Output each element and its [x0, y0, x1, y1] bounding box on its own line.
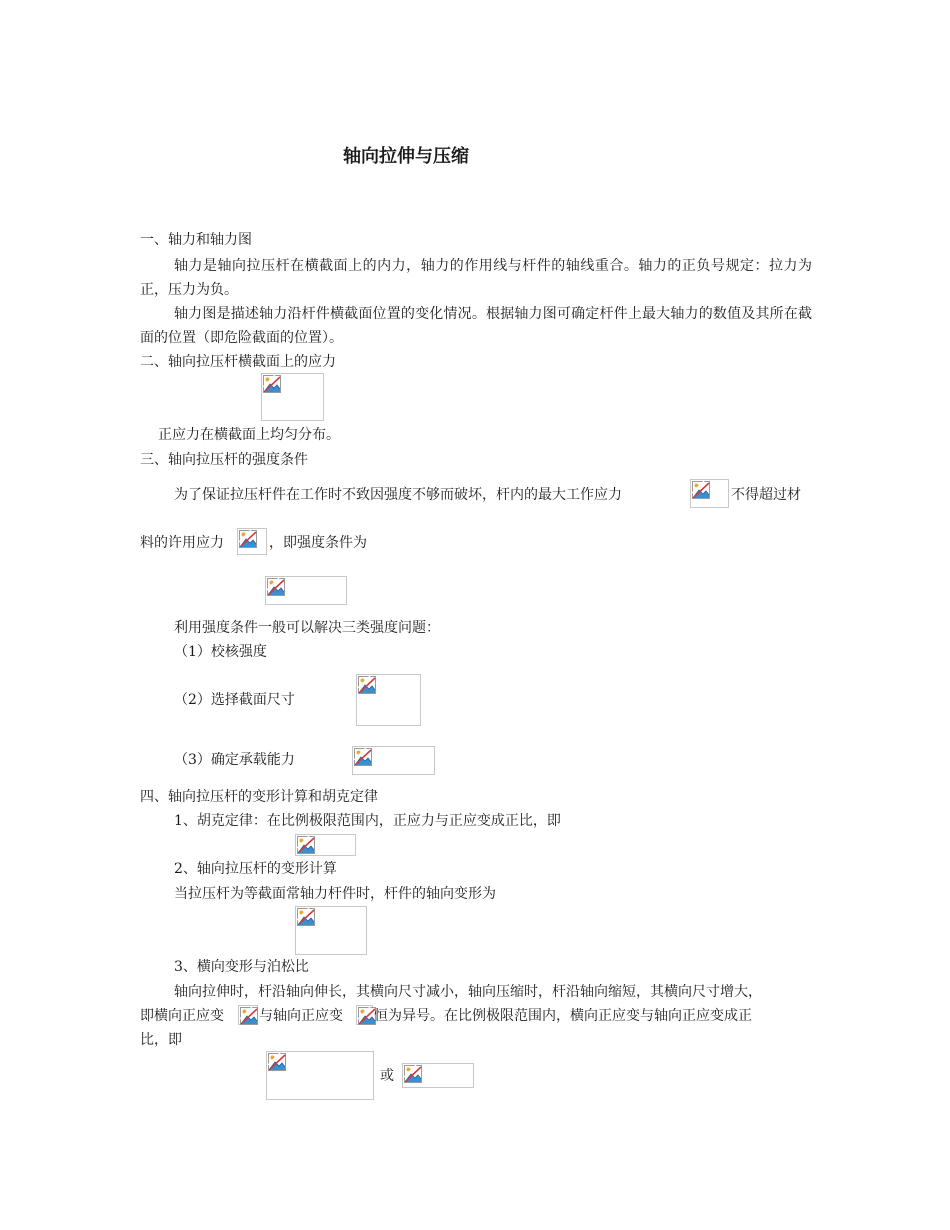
formula-image-strength-condition: [265, 576, 347, 605]
page-title: 轴向拉伸与压缩: [343, 146, 469, 167]
deformation-text: 当拉压杆为等截面常轴力杆件时，杆件的轴向变形为: [174, 886, 496, 902]
formula-image-section-size: [356, 674, 421, 726]
formula-image-axial-deformation: [295, 906, 367, 955]
formula-image-allowable-stress: [237, 528, 267, 555]
section-heading-1: 一、轴力和轴力图: [140, 232, 252, 248]
section-heading-3: 三、轴向拉压杆的强度条件: [140, 452, 308, 468]
section-heading-4: 四、轴向拉压杆的变形计算和胡克定律: [140, 789, 378, 805]
stress-distribution-note: 正应力在横截面上均匀分布。: [158, 427, 340, 443]
paragraph-axial-force: 轴力是轴向拉压杆在横截面上的内力，轴力的作用线与杆件的轴线重合。轴力的正负号规定：拉力为正，压力为负。: [140, 258, 812, 298]
formula-image-poisson-relation: [402, 1063, 474, 1088]
formula-image-load-capacity: [352, 746, 435, 775]
or-conjunction: 或: [380, 1068, 394, 1084]
broken-image-icon: [267, 578, 285, 596]
formula-image-max-stress: [690, 479, 729, 508]
broken-image-icon: [268, 1053, 286, 1071]
strength-text-a: 为了保证拉压杆件在工作时不致因强度不够而破坏，杆内的最大工作应力: [174, 487, 622, 503]
broken-image-icon: [297, 908, 315, 926]
poisson-text-line-3: 比，即: [140, 1032, 182, 1048]
formula-image-axial-strain: [356, 1005, 373, 1025]
strength-text-b: 不得超过材: [731, 487, 801, 503]
broken-image-icon: [239, 530, 257, 548]
paragraph-axial-force-diagram: 轴力图是描述轴力沿杆件横截面位置的变化情况。根据轴力图可确定杆件上最大轴力的数值及其所在截面的位置（即危险截面的位置）。: [140, 306, 812, 346]
poisson-subheading: 3、横向变形与泊松比: [174, 959, 309, 975]
poisson-text-line-2c: 恒为异号。在比例极限范围内，横向正应变与轴向正应变成正: [374, 1008, 752, 1024]
formula-image-lateral-strain: [238, 1005, 258, 1025]
hooke-law-text: 1、胡克定律：在比例极限范围内，正应力与正应变成正比，即: [174, 813, 561, 829]
strength-problems-intro: 利用强度条件一般可以解决三类强度问题：: [174, 620, 440, 636]
problem-item-2: （2）选择截面尺寸: [174, 692, 295, 708]
broken-image-icon: [692, 481, 710, 499]
broken-image-icon: [263, 375, 281, 393]
section-heading-2: 二、轴向拉压杆横截面上的应力: [140, 354, 336, 370]
problem-item-1: （1）校核强度: [174, 644, 267, 660]
broken-image-icon: [297, 836, 315, 854]
poisson-text-line-1: 轴向拉伸时，杆沿轴向伸长，其横向尺寸减小，轴向压缩时，杆沿轴向缩短，其横向尺寸增大，: [174, 984, 762, 1000]
poisson-text-line-2b: 与轴向正应变: [259, 1008, 343, 1024]
problem-item-3: （3）确定承载能力: [174, 752, 295, 768]
poisson-text-line-2a: 即横向正应变: [140, 1008, 224, 1024]
deformation-subheading: 2、轴向拉压杆的变形计算: [174, 861, 337, 877]
broken-image-icon: [354, 748, 372, 766]
broken-image-icon: [240, 1007, 258, 1025]
formula-image-normal-stress: [261, 373, 324, 421]
broken-image-icon: [358, 676, 376, 694]
strength-text-c: 料的许用应力: [140, 535, 224, 551]
formula-image-hooke-law: [295, 834, 356, 856]
broken-image-icon: [404, 1065, 422, 1083]
formula-image-poisson-ratio: [266, 1051, 374, 1100]
strength-text-d: ，即强度条件为: [269, 535, 367, 551]
